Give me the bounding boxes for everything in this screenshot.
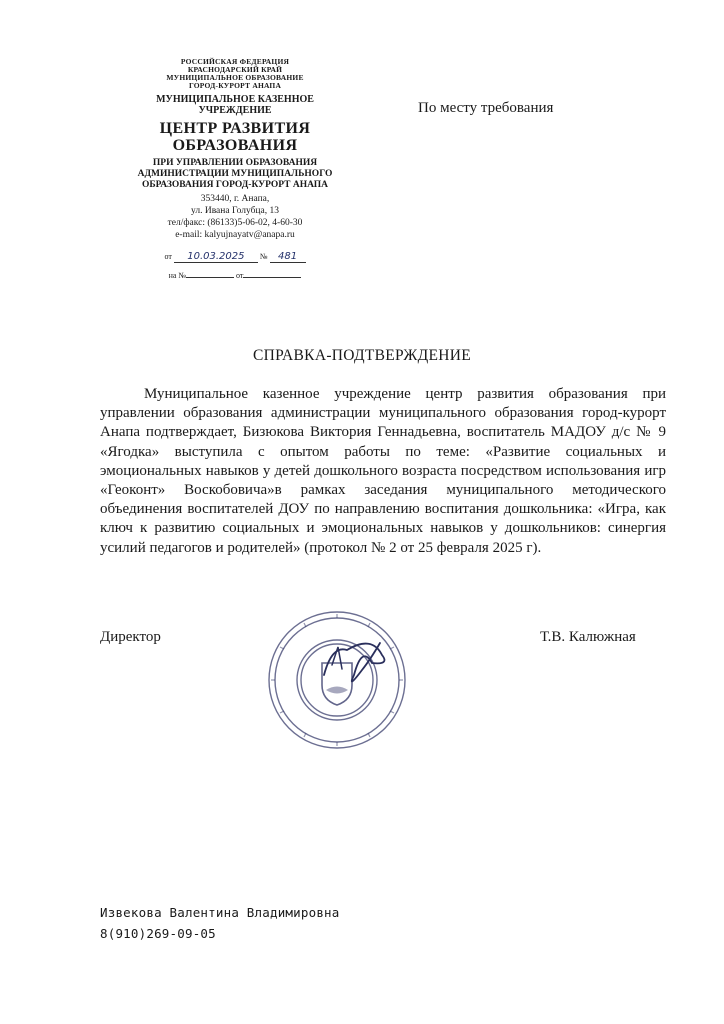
letterhead-address — [130, 194, 340, 242]
number-prefix: № — [259, 251, 268, 261]
subordination-line-3: ОБРАЗОВАНИЯ ГОРОД-КУРОРТ АНАПА — [141, 179, 329, 190]
letterhead-institution-name — [130, 120, 340, 155]
address-street: ул. Ивана Голубца, 13 — [191, 206, 279, 217]
address-postal: 353440, г. Анапа, — [200, 194, 270, 205]
contact-phone: 8(910)269-09-05 — [100, 926, 216, 941]
recipient: По месту требования — [418, 100, 554, 116]
subordination-line-1: ПРИ УПРАВЛЕНИИ ОБРАЗОВАНИЯ — [152, 157, 318, 168]
reference-row — [130, 269, 340, 280]
date-prefix: от — [164, 251, 172, 261]
outgoing-date-row — [130, 252, 340, 264]
ref-prefix: на № — [168, 271, 187, 281]
letterhead-subordination — [130, 158, 340, 191]
letterhead-institution-type — [130, 94, 340, 117]
letterhead — [130, 58, 340, 281]
document-body: Муниципальное казенное учреждение центр развития образования при управлении образования администрации муниципального образования город-курорт Анапа подтверждает, Бизюкова Виктория Геннадьевна, воспитатель МАДОУ д/с № 9 «Ягодка» выступила с опытом работы по теме: «Развитие социальных и эмоциональных навыков у детей дошкольного возраста посредством использования игр «Геоконт» Воскобовича»в рамках заседания муниципального методического объединения воспитателей ДОУ по направлению воспитания дошкольника: «Игра, как ключ к развитию социальных и эмоциональных навыков у дошкольников: синергия усилий педагогов и родителей» (протокол № 2 от 25 февраля 2025 г). — [100, 386, 666, 556]
subordination-line-2: АДМИНИСТРАЦИИ МУНИЦИПАЛЬНОГО — [137, 168, 333, 179]
official-seal-icon — [262, 605, 412, 755]
document-title: СПРАВКА-ПОДТВЕРЖДЕНИЕ — [252, 347, 472, 364]
institution-name-line-1: ЦЕНТР РАЗВИТИЯ — [159, 119, 311, 137]
institution-name-line-2: ОБРАЗОВАНИЯ — [172, 137, 298, 155]
outgoing-number: 481 — [270, 252, 306, 264]
ref-date-blank — [243, 269, 301, 278]
outgoing-date: 10.03.2025 — [174, 252, 258, 264]
signatory-title: Директор — [100, 629, 161, 645]
address-email: e-mail: kalyujnayatv@anapa.ru — [175, 230, 295, 241]
institution-type-line-2: УЧРЕЖДЕНИЕ — [198, 105, 272, 116]
contact-name: Извекова Валентина Владимировна — [100, 905, 340, 920]
letterhead-country: РОССИЙСКАЯ ФЕДЕРАЦИЯ — [180, 57, 290, 66]
letterhead-region: КРАСНОДАРСКИЙ КРАЙ — [187, 64, 283, 74]
signatory-name: Т.В. Калюжная — [540, 629, 636, 645]
institution-type-line-1: МУНИЦИПАЛЬНОЕ КАЗЕННОЕ — [156, 93, 314, 105]
ref-date-prefix: от — [236, 271, 244, 281]
contact-block — [100, 902, 340, 944]
ref-number-blank — [186, 269, 234, 278]
address-phone: тел/факс: (86133)5-06-02, 4-60-30 — [167, 218, 303, 229]
letterhead-municipality: МУНИЦИПАЛЬНОЕ ОБРАЗОВАНИЕ — [166, 72, 304, 82]
letterhead-city: ГОРОД-КУРОРТ АНАПА — [188, 80, 282, 90]
